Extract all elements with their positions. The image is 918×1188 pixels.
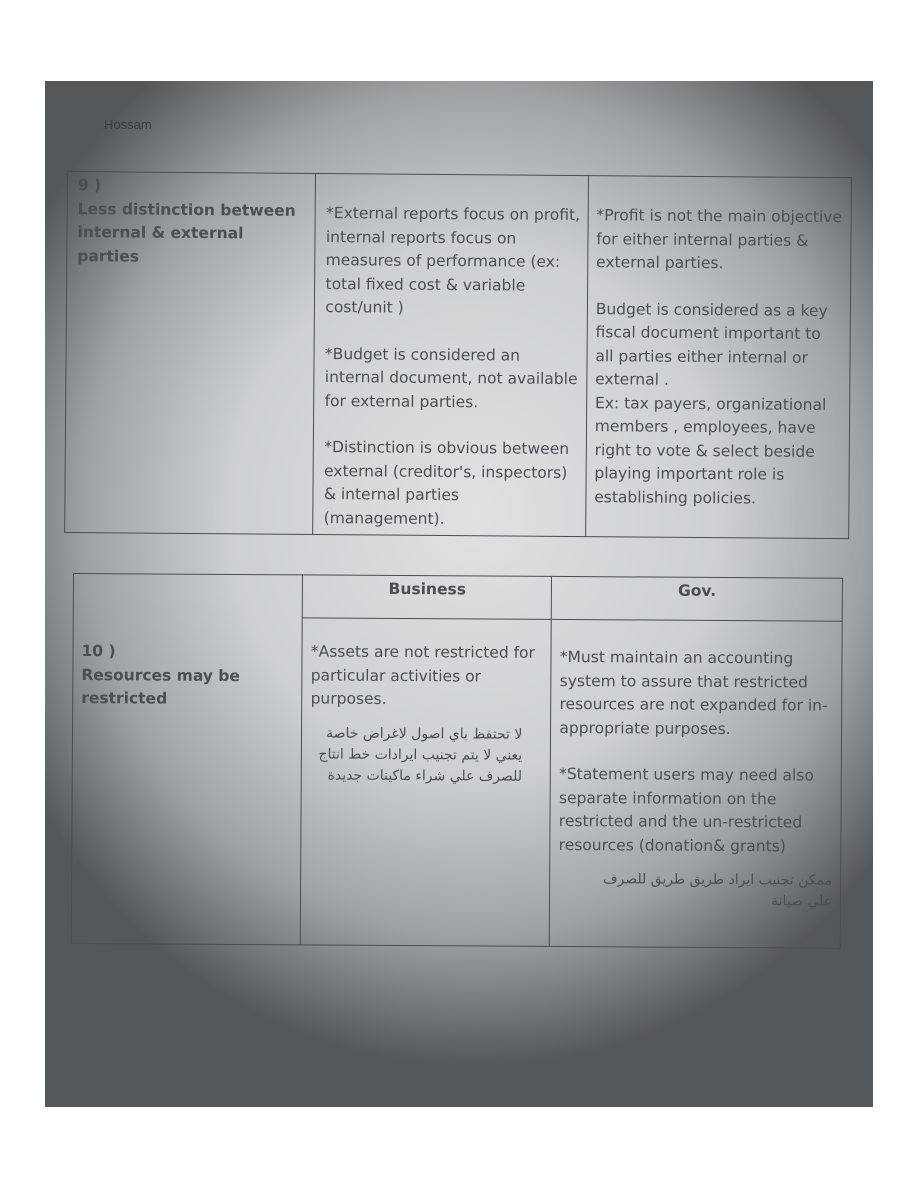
- item-10-gov-point: *Statement users may need also separate information on the restricted and the un-restricted resources (donation& grants): [558, 764, 814, 855]
- item-10-business-cell: [301, 618, 552, 947]
- item-10-number: 10 ): [81, 642, 116, 661]
- business-header: Business: [303, 575, 552, 620]
- table-row: [73, 574, 842, 622]
- item-9-table: [64, 171, 852, 539]
- item-10-gov-point: *Must maintain an accounting system to assure that restricted resources are not expanded for in-appropriate purposes.: [559, 647, 828, 738]
- item-10-gov-cell: [550, 619, 843, 948]
- item-10-gov-arabic-note: ممكن تجنيب ايراد طريق طريق للصرف علي صيانة: [602, 871, 833, 910]
- item-9-gov-point: Budget is considered as a key fiscal document important to all parties either internal or external .: [595, 299, 828, 389]
- table-row: [65, 172, 852, 539]
- item-9-business-point: *Distinction is obvious between external (creditor's, inspectors) & internal parties (management).: [323, 438, 570, 528]
- item-9-gov-point: Ex: tax payers, organizational members , employees, have right to vote & select beside playing important role is establishing policies.: [594, 393, 827, 507]
- item-9-gov-cell: [585, 176, 851, 539]
- item-10-label-cell: [71, 574, 303, 945]
- gov-header: Gov.: [552, 576, 843, 621]
- author-name: Hossam: [104, 117, 152, 132]
- document-photo: [45, 81, 873, 1107]
- item-9-number: 9 ): [77, 176, 102, 195]
- item-9-business-cell: [313, 173, 588, 536]
- item-9-business-point: *External reports focus on profit, internal reports focus on measures of performance (ex: total fixed cost & variable cost/unit ): [325, 204, 581, 317]
- item-9-gov-point: *Profit is not the main objective for either internal parties & external parties.: [596, 206, 843, 273]
- item-10-business-point: *Assets are not restricted for particular activities or purposes.: [310, 642, 535, 708]
- item-10-title: Resources may be restricted: [81, 665, 241, 708]
- item-9-title: Less distinction between internal & external parties: [77, 199, 296, 266]
- item-10-business-arabic-note: لا تحتفظ باي اصول لاغراض خاصة يعني لا يتم تجنيب ايرادات خط انتاج للصرف علي شراء ماكينات جديدة: [318, 725, 523, 785]
- item-10-table: [71, 573, 843, 949]
- item-9-label-cell: [65, 172, 316, 535]
- item-9-business-point: *Budget is considered an internal document, not available for external parties.: [324, 344, 578, 411]
